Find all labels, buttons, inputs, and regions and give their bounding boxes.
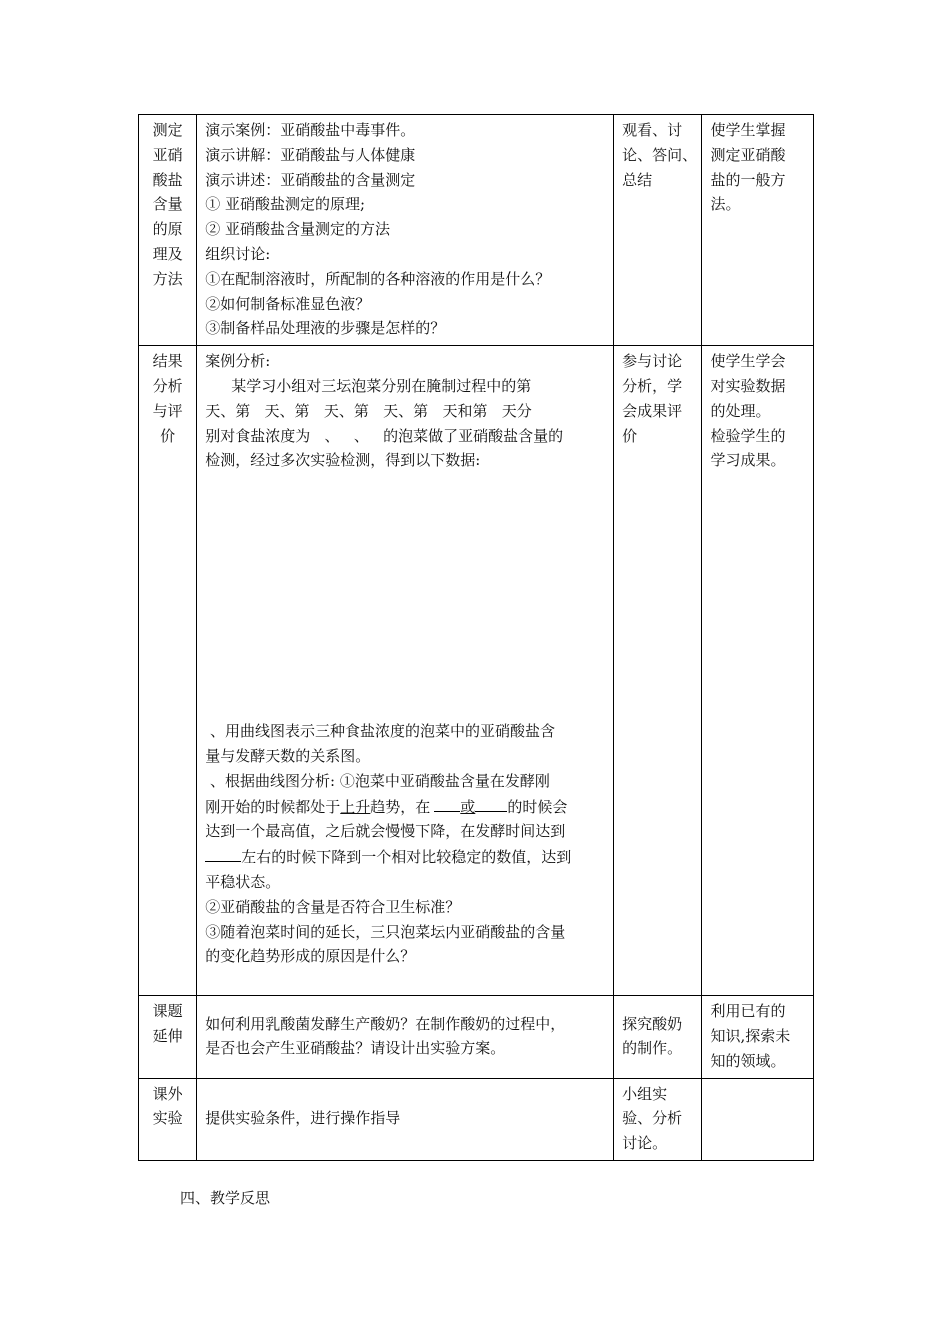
stage-cell	[139, 115, 197, 346]
stage-text: 理及	[152, 244, 183, 263]
question-text: ②亚硝酸盐的含量是否符合卫生标准？	[205, 897, 461, 916]
student-activity-text: 小组实	[622, 1084, 668, 1103]
case-text: 检测，经过多次实验检测，得到以下数据:	[205, 451, 481, 470]
question-text: 的变化趋势形成的原因是什么？	[205, 947, 416, 966]
design-intent-text: 测定亚硝酸	[710, 145, 786, 164]
stage-text: 亚硝	[152, 145, 183, 164]
stage-text: 方法	[152, 269, 183, 288]
design-intent-cell	[702, 346, 814, 996]
question-text-part: 左右的时候下降到一个相对比较稳定的数值，达到	[241, 848, 572, 867]
stage-cell	[139, 346, 197, 996]
stage-text: 的原	[152, 220, 183, 239]
content-line: 演示讲解：亚硝酸盐与人体健康	[205, 145, 416, 164]
content-cell	[197, 346, 614, 996]
content-line: 组织讨论:	[205, 244, 271, 263]
case-text: 某学习小组对三坛泡菜分别在腌制过程中的第	[231, 376, 532, 395]
stage-text: 价	[160, 426, 176, 445]
design-intent-text: 对实验数据	[710, 376, 786, 395]
student-activity-text: 讨论。	[622, 1134, 668, 1153]
stage-text: 分析	[152, 376, 183, 395]
student-activity-text: 会成果评	[622, 401, 683, 420]
content-line: 如何利用乳酸菌发酵生产酸奶？在制作酸奶的过程中，	[205, 1014, 566, 1033]
question-text	[205, 844, 605, 870]
stage-text: 结果	[152, 352, 183, 371]
content-line: ① 亚硝酸盐测定的原理;	[205, 195, 366, 214]
design-intent-text: 学习成果。	[710, 451, 786, 470]
content-cell	[197, 996, 614, 1078]
student-activity-text: 的制作。	[622, 1039, 683, 1058]
content-line: ②如何制备标准显色液？	[205, 294, 371, 313]
student-activity-text: 验、分析	[622, 1109, 683, 1128]
design-intent-text: 知的领域。	[710, 1051, 786, 1070]
content-line: ③制备样品处理液的步骤是怎样的？	[205, 319, 446, 338]
table-row	[139, 996, 814, 1078]
data-table-placeholder	[205, 473, 605, 719]
content-line: 演示案例：亚硝酸盐中毒事件。	[205, 121, 416, 139]
student-activity-cell	[614, 115, 702, 346]
fill-blank[interactable]	[205, 844, 241, 862]
case-title: 案例分析:	[205, 352, 271, 371]
question-text: 达到一个最高值，之后就会慢慢下降，在发酵时间达到	[205, 822, 566, 841]
table-row	[139, 1078, 814, 1160]
student-activity-text: 价	[622, 426, 638, 445]
question-text: ③随着泡菜时间的延长，三只泡菜坛内亚硝酸盐的含量	[205, 922, 566, 941]
content-line: ② 亚硝酸盐含量测定的方法	[205, 220, 391, 239]
stage-cell	[139, 996, 197, 1078]
stage-text: 酸盐	[152, 170, 183, 189]
question-text: 量与发酵天数的关系图。	[205, 746, 371, 765]
content-line: ①在配制溶液时，所配制的各种溶液的作用是什么？	[205, 269, 551, 288]
stage-text: 测定	[152, 121, 183, 139]
design-intent-text: 使学生掌握	[710, 121, 786, 139]
student-activity-cell	[614, 996, 702, 1078]
stage-text: 与评	[152, 401, 183, 420]
student-activity-cell	[614, 1078, 702, 1160]
design-intent-text: 利用已有的	[710, 1002, 786, 1021]
design-intent-cell	[702, 115, 814, 346]
student-activity-text: 论、答问、	[622, 145, 698, 164]
section-heading: 四、教学反思	[180, 1189, 271, 1207]
stage-text: 延伸	[152, 1026, 183, 1045]
design-intent-cell	[702, 996, 814, 1078]
student-activity-text: 总结	[622, 170, 653, 189]
content-cell	[197, 1078, 614, 1160]
student-activity-text: 观看、讨	[622, 121, 683, 139]
student-activity-text: 分析，学	[622, 376, 683, 395]
case-text: 天、第 天、第 天、第 天、第 天和第 天分	[205, 401, 532, 420]
design-intent-text: 检验学生的	[710, 426, 786, 445]
stage-text: 课外	[152, 1084, 183, 1103]
design-intent-text: 使学生学会	[710, 352, 786, 371]
stage-text: 含量	[152, 195, 183, 214]
content-cell	[197, 115, 614, 346]
question-text: 、用曲线图表示三种食盐浓度的泡菜中的亚硝酸盐含	[205, 722, 556, 741]
student-activity-cell	[614, 346, 702, 996]
answer-underlined: 或	[460, 797, 476, 816]
design-intent-text: 的处理。	[710, 401, 771, 420]
content-line: 是否也会产生亚硝酸盐？请设计出实验方案。	[205, 1039, 506, 1058]
design-intent-text: 法。	[710, 195, 741, 214]
stage-text: 实验	[152, 1109, 183, 1128]
content-line: 提供实验条件，进行操作指导	[205, 1109, 401, 1128]
question-text-part: 的时候会	[507, 797, 568, 816]
question-text: 平稳状态。	[205, 872, 281, 891]
stage-text: 课题	[152, 1002, 183, 1021]
question-text-part: 刚开始的时候都处于	[205, 797, 341, 816]
table-row	[139, 115, 814, 346]
fill-blank[interactable]	[434, 794, 460, 812]
answer-underlined: 上升	[340, 797, 371, 816]
lesson-plan-table	[138, 114, 814, 1161]
student-activity-text: 参与讨论	[622, 352, 683, 371]
fill-blank[interactable]	[475, 794, 507, 812]
question-text: 、根据曲线图分析: ①泡菜中亚硝酸盐含量在发酵刚	[205, 771, 550, 790]
table-row	[139, 346, 814, 996]
design-intent-cell	[702, 1078, 814, 1160]
question-text-part: 趋势，在	[370, 797, 431, 816]
case-text: 别对食盐浓度为 、 、 的泡菜做了亚硝酸盐含量的	[205, 426, 564, 445]
stage-cell	[139, 1078, 197, 1160]
student-activity-text: 探究酸奶	[622, 1014, 683, 1033]
design-intent-text: 盐的一般方	[710, 170, 786, 189]
question-text	[205, 794, 605, 820]
content-line: 演示讲述：亚硝酸盐的含量测定	[205, 170, 416, 189]
design-intent-text: 知识,探索未	[710, 1026, 791, 1045]
